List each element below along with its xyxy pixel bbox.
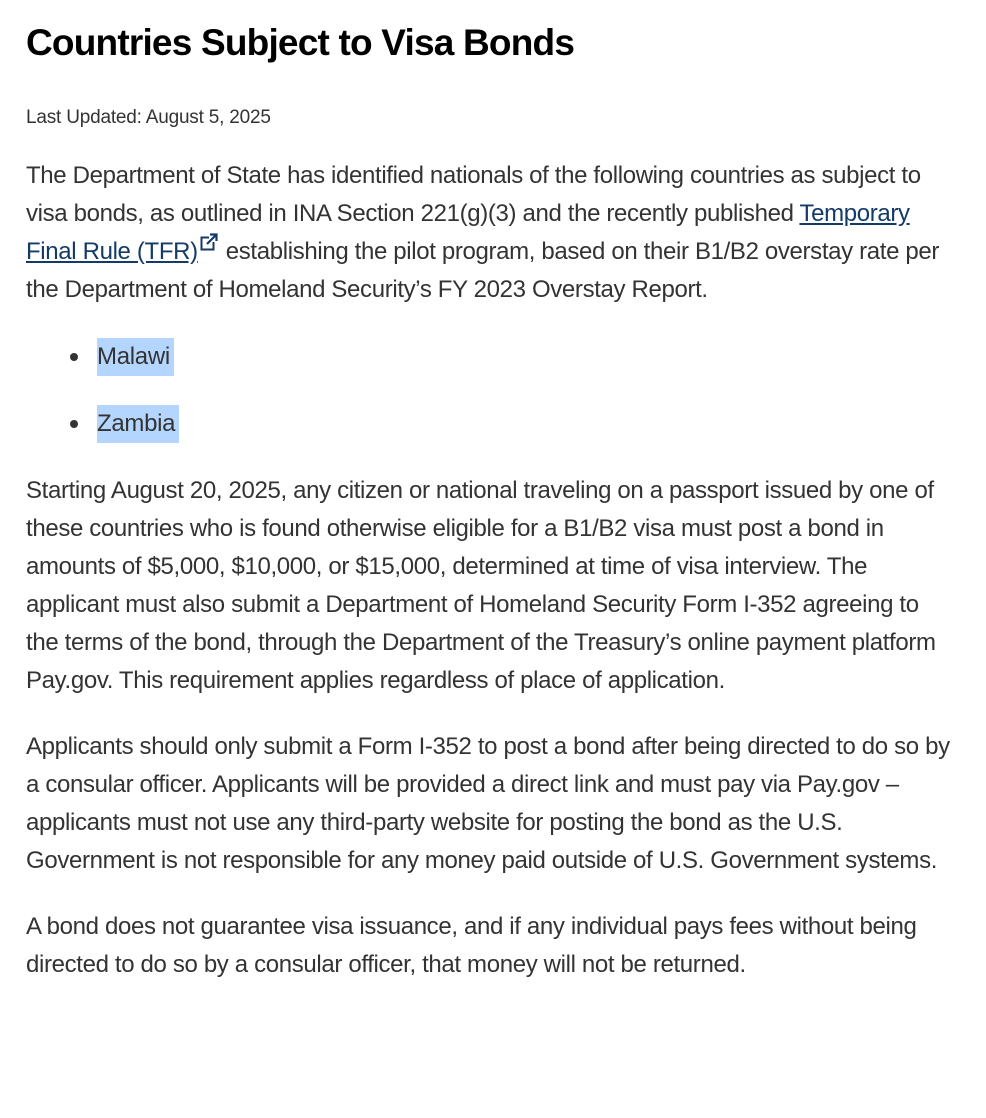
bullet-icon [70,353,78,361]
country-zambia[interactable]: Zambia [97,405,179,443]
bond-requirement-paragraph: Starting August 20, 2025, any citizen or national traveling on a passport issued by one of these countries who is found otherwise eligible for a B1/B2 visa must post a bond in amounts of $5,000, $10,000, or $15,000, determined at time of visa interview. The applicant must also submit a Department of Homeland Security Form I-352 agreeing to the terms of the bond, through the Department of the Treasury’s online payment platform Pay.gov. This requirement applies regardless of place of application. [26,477,936,694]
intro-text-before-link: The Department of State has identified nationals of the following countries as subject to visa bonds, as outlined in INA Section 221(g)(3) and the recently published [26,162,921,227]
page-title: Countries Subject to Visa Bonds [26,22,575,63]
country-malawi[interactable]: Malawi [97,338,174,376]
intro-paragraph [26,157,956,309]
form-i352-paragraph: Applicants should only submit a Form I-352 to post a bond after being directed to do so by a consular officer. Applicants will be provided a direct link and must pay via Pay.gov – applicants must not use any third-party website for posting the bond as the U.S. Government is not responsible for any money paid outside of U.S. Government systems. [26,733,950,874]
external-link-icon[interactable] [200,233,218,251]
intro-text-after-link: establishing the pilot program, based on their B1/B2 overstay rate per the Department of Homeland Security’s FY 2023 Overstay Report. [26,238,940,303]
list-item [70,405,956,443]
list-item [70,338,956,376]
temporary-final-rule-link[interactable]: Temporary Final Rule (TFR) [26,200,910,265]
last-updated-text: Last Updated: August 5, 2025 [26,107,271,128]
country-list [26,338,956,443]
bond-disclaimer-paragraph: A bond does not guarantee visa issuance, and if any individual pays fees without being directed to do so by a consular officer, that money will not be returned. [26,913,917,978]
bullet-icon [70,420,78,428]
